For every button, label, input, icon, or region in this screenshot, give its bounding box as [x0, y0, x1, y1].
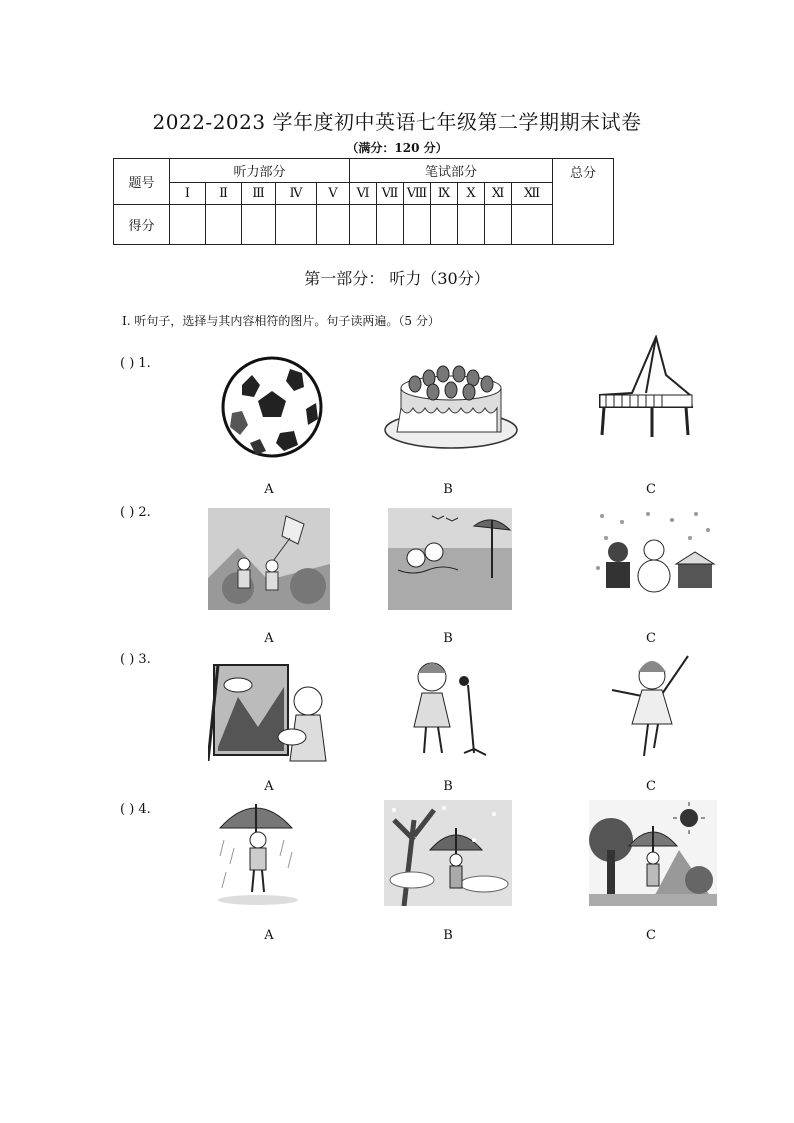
- option-a: A: [264, 631, 274, 646]
- instruction: Ⅰ. 听句子，选择与其内容相符的图片。句子读两遍。（5 分）: [122, 314, 440, 328]
- section-title: 第一部分： 听力（30分）: [304, 269, 490, 288]
- col-4: Ⅳ: [276, 183, 317, 205]
- question-number: ( ) 2.: [120, 505, 151, 520]
- score-cell[interactable]: [458, 205, 485, 245]
- writing-group: 笔试部分: [350, 159, 553, 183]
- score-cell[interactable]: [350, 205, 377, 245]
- page-title: 2022-2023 学年度初中英语七年级第二学期期末试卷: [152, 110, 642, 134]
- score-table: [113, 158, 614, 245]
- col-8: Ⅷ: [404, 183, 431, 205]
- question-number: ( ) 1.: [120, 356, 151, 371]
- beach-swimming-image: [388, 508, 512, 610]
- score-cell[interactable]: [404, 205, 431, 245]
- score-cell[interactable]: [206, 205, 242, 245]
- total-label: 总分: [553, 159, 614, 245]
- kite-flying-image: [208, 508, 330, 610]
- option-b: B: [443, 779, 453, 794]
- dancing-image: [608, 650, 694, 762]
- col-2: Ⅱ: [206, 183, 242, 205]
- piano-image: [596, 335, 696, 440]
- snowman-image: [592, 508, 716, 608]
- question-number: ( ) 4.: [120, 802, 151, 817]
- snow-umbrella-image: [384, 800, 512, 906]
- score-cell[interactable]: [317, 205, 350, 245]
- question-no-label: 题号: [114, 159, 170, 205]
- score-cell[interactable]: [276, 205, 317, 245]
- col-3: Ⅲ: [242, 183, 276, 205]
- sun-umbrella-image: [589, 800, 717, 906]
- option-c: C: [646, 928, 656, 943]
- singing-image: [404, 653, 488, 763]
- birthday-cake-image: [383, 360, 519, 452]
- score-cell[interactable]: [377, 205, 404, 245]
- col-9: Ⅸ: [431, 183, 458, 205]
- option-b: B: [443, 482, 453, 497]
- col-1: Ⅰ: [170, 183, 206, 205]
- option-a: A: [264, 928, 274, 943]
- painting-image: [208, 657, 332, 763]
- option-c: C: [646, 779, 656, 794]
- option-a: A: [264, 779, 274, 794]
- full-score: （满分：120 分）: [346, 141, 448, 155]
- soccer-ball-image: [220, 355, 324, 459]
- option-c: C: [646, 482, 656, 497]
- rain-umbrella-image: [214, 800, 300, 908]
- option-a: A: [264, 482, 274, 497]
- col-7: Ⅶ: [377, 183, 404, 205]
- option-b: B: [443, 631, 453, 646]
- option-c: C: [646, 631, 656, 646]
- col-5: Ⅴ: [317, 183, 350, 205]
- score-label: 得分: [114, 205, 170, 245]
- option-b: B: [443, 928, 453, 943]
- score-cell[interactable]: [512, 205, 553, 245]
- score-cell[interactable]: [485, 205, 512, 245]
- col-12: Ⅻ: [512, 183, 553, 205]
- score-cell[interactable]: [431, 205, 458, 245]
- score-cell[interactable]: [242, 205, 276, 245]
- col-10: Ⅹ: [458, 183, 485, 205]
- score-cell[interactable]: [170, 205, 206, 245]
- listening-group: 听力部分: [170, 159, 350, 183]
- col-11: Ⅺ: [485, 183, 512, 205]
- col-6: Ⅵ: [350, 183, 377, 205]
- question-number: ( ) 3.: [120, 652, 151, 667]
